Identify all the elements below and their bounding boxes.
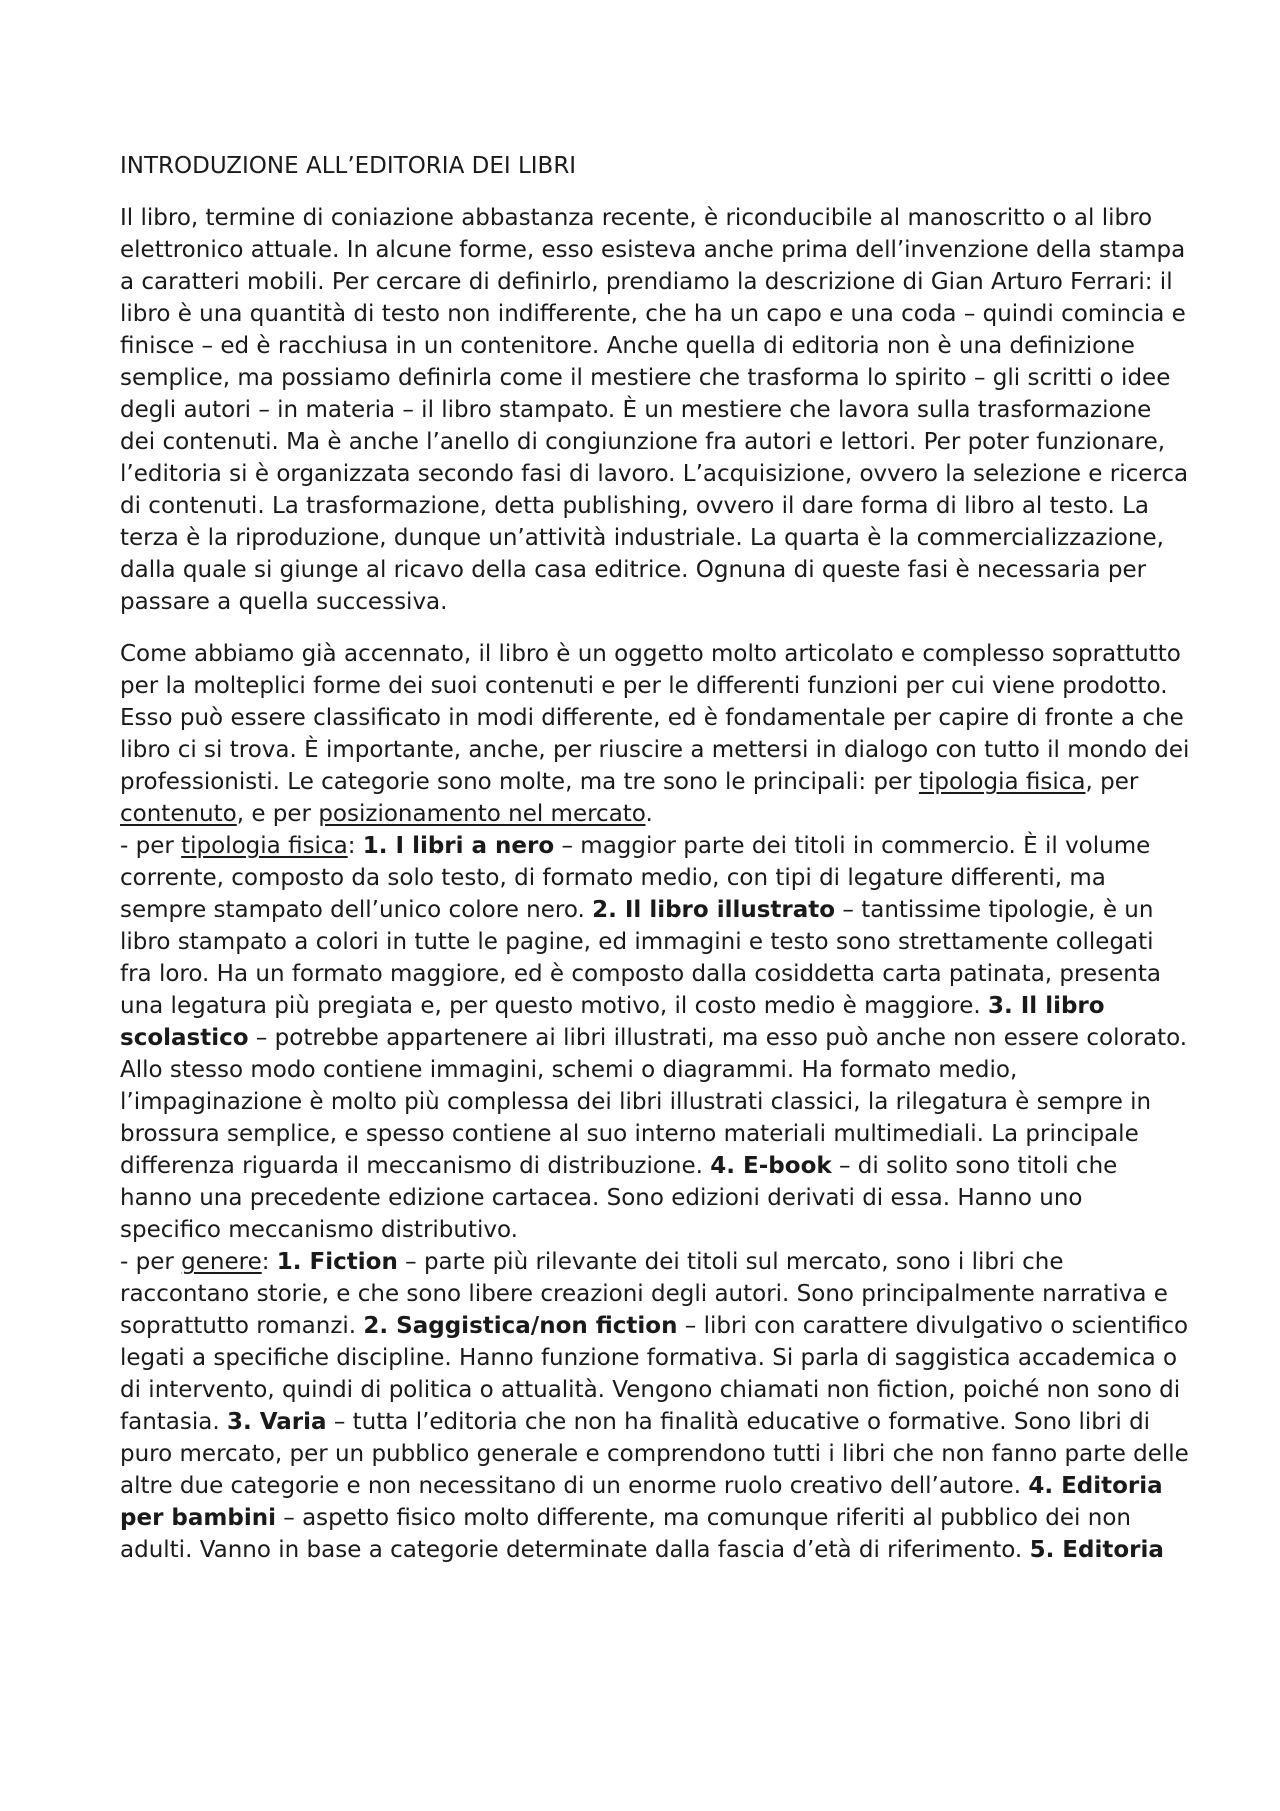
- paragraph-genere: [120, 1246, 1190, 1566]
- bold-term: 1. Fiction: [276, 1249, 398, 1275]
- term-description: – libri con carattere divulgativo o scientifico legati a specifiche discipline. Hanno funzione formativa. Si parla di saggistica accademica o di intervento, quindi di politica o attualità. Vengono chiamati non fiction, poiché non sono di fantasia.: [120, 1313, 1189, 1435]
- bold-term: 5. Editoria: [1029, 1537, 1164, 1563]
- underlined-category: genere: [181, 1249, 262, 1275]
- bold-term: 1. I libri a nero: [362, 833, 555, 859]
- bold-term: 2. Il libro illustrato: [592, 897, 836, 923]
- term-description: – tutta l’editoria che non ha finalità educative o formative. Sono libri di puro mercato, per un pubblico generale e comprendono tutti i libri che non fanno parte delle altre due categorie e non necessitano di un enorme ruolo creativo dell’autore.: [120, 1409, 1189, 1499]
- colon-text: :: [261, 1249, 277, 1275]
- separator-text: , e per: [236, 801, 319, 827]
- list-lead: - per: [120, 1249, 182, 1275]
- underlined-posizionamento: posizionamento nel mercato: [318, 801, 646, 827]
- document-page: [120, 150, 1190, 1566]
- underlined-tipologia-fisica: tipologia fisica: [918, 769, 1086, 795]
- bold-term: 3. Varia: [226, 1409, 327, 1435]
- colon-text: :: [347, 833, 363, 859]
- bold-term: 4. E-book: [710, 1153, 832, 1179]
- term-description: – potrebbe appartenere ai libri illustrati, ma esso può anche non essere colorato. Allo stesso modo contiene immagini, schemi o diagrammi. Ha formato medio, l’impaginazione è molto più complessa dei libri illustrati classici, la rilegatura è sempre in brossura semplice, e spesso contiene al suo interno materiali multimediali. La principale differenza riguarda il meccanismo di distribuzione.: [120, 1025, 1188, 1179]
- paragraph-classification: [120, 638, 1190, 830]
- term-description: – parte più rilevante dei titoli sul mercato, sono i libri che raccontano storie, e che sono libere creazioni degli autori. Sono principalmente narrativa e soprattutto romanzi.: [120, 1249, 1168, 1339]
- end-text: .: [645, 801, 653, 827]
- list-lead: - per: [120, 833, 182, 859]
- term-description: – maggior parte dei titoli in commercio. È il volume corrente, composto da solo testo, di formato medio, con tipi di legature differenti, ma sempre stampato dell’unico colore nero.: [120, 833, 1151, 923]
- term-description: – tantissime tipologie, è un libro stampato a colori in tutte le pagine, ed immagini e testo sono strettamente collegati fra loro. Ha un formato maggiore, ed è composto dalla cosiddetta carta patinata, presenta una legatura più pregiata e, per questo motivo, il costo medio è maggiore.: [120, 897, 1161, 1019]
- separator-text: , per: [1085, 769, 1139, 795]
- underlined-contenuto: contenuto: [120, 801, 237, 827]
- term-description: – aspetto fisico molto differente, ma comunque riferiti al pubblico dei non adulti. Vanno in base a categorie determinate dalla fascia d’età di riferimento.: [120, 1505, 1131, 1563]
- paragraph-tipologia-fisica: [120, 830, 1190, 1246]
- paragraph-introduction: Il libro, termine di coniazione abbastanza recente, è riconducibile al manoscritto o al libro elettronico attuale. In alcune forme, esso esisteva anche prima dell’invenzione della stampa a caratteri mobili. Per cercare di definirlo, prendiamo la descrizione di Gian Arturo Ferrari: il libro è una quantità di testo non indifferente, che ha un capo e una coda – quindi comincia e finisce – ed è racchiusa in un contenitore. Anche quella di editoria non è una definizione semplice, ma possiamo definirla come il mestiere che trasforma lo spirito – gli scritti o idee degli autori – in materia – il libro stampato. È un mestiere che lavora sulla trasformazione dei contenuti. Ma è anche l’anello di congiunzione fra autori e lettori. Per poter funzionare, l’editoria si è organizzata secondo fasi di lavoro. L’acquisizione, ovvero la selezione e ricerca di contenuti. La trasformazione, detta publishing, ovvero il dare forma di libro al testo. La terza è la riproduzione, dunque un’attività industriale. La quarta è la commercializzazione, dalla quale si giunge al ricavo della casa editrice. Ognuna di queste fasi è necessaria per passare a quella successiva.: [120, 205, 1189, 615]
- document-title: INTRODUZIONE ALL’EDITORIA DEI LIBRI: [120, 153, 577, 179]
- bold-term: 3. Il libro scolastico: [120, 993, 1105, 1051]
- term-description: – di solito sono titoli che hanno una precedente edizione cartacea. Sono edizioni derivati di essa. Hanno uno specifico meccanismo distributivo.: [120, 1153, 1118, 1243]
- classification-text: Come abbiamo già accennato, il libro è un oggetto molto articolato e complesso soprattutto per la molteplici forme dei suoi contenuti e per le differenti funzioni per cui viene prodotto. Esso può essere classificato in modi differente, ed è fondamentale per capire di fronte a che libro ci si trova. È importante, anche, per riuscire a mettersi in dialogo con tutto il mondo dei professionisti. Le categorie sono molte, ma tre sono le principali: per: [120, 641, 1190, 795]
- underlined-category: tipologia fisica: [181, 833, 348, 859]
- bold-term: 4. Editoria per bambini: [120, 1473, 1163, 1531]
- bold-term: 2. Saggistica/non fiction: [363, 1313, 678, 1339]
